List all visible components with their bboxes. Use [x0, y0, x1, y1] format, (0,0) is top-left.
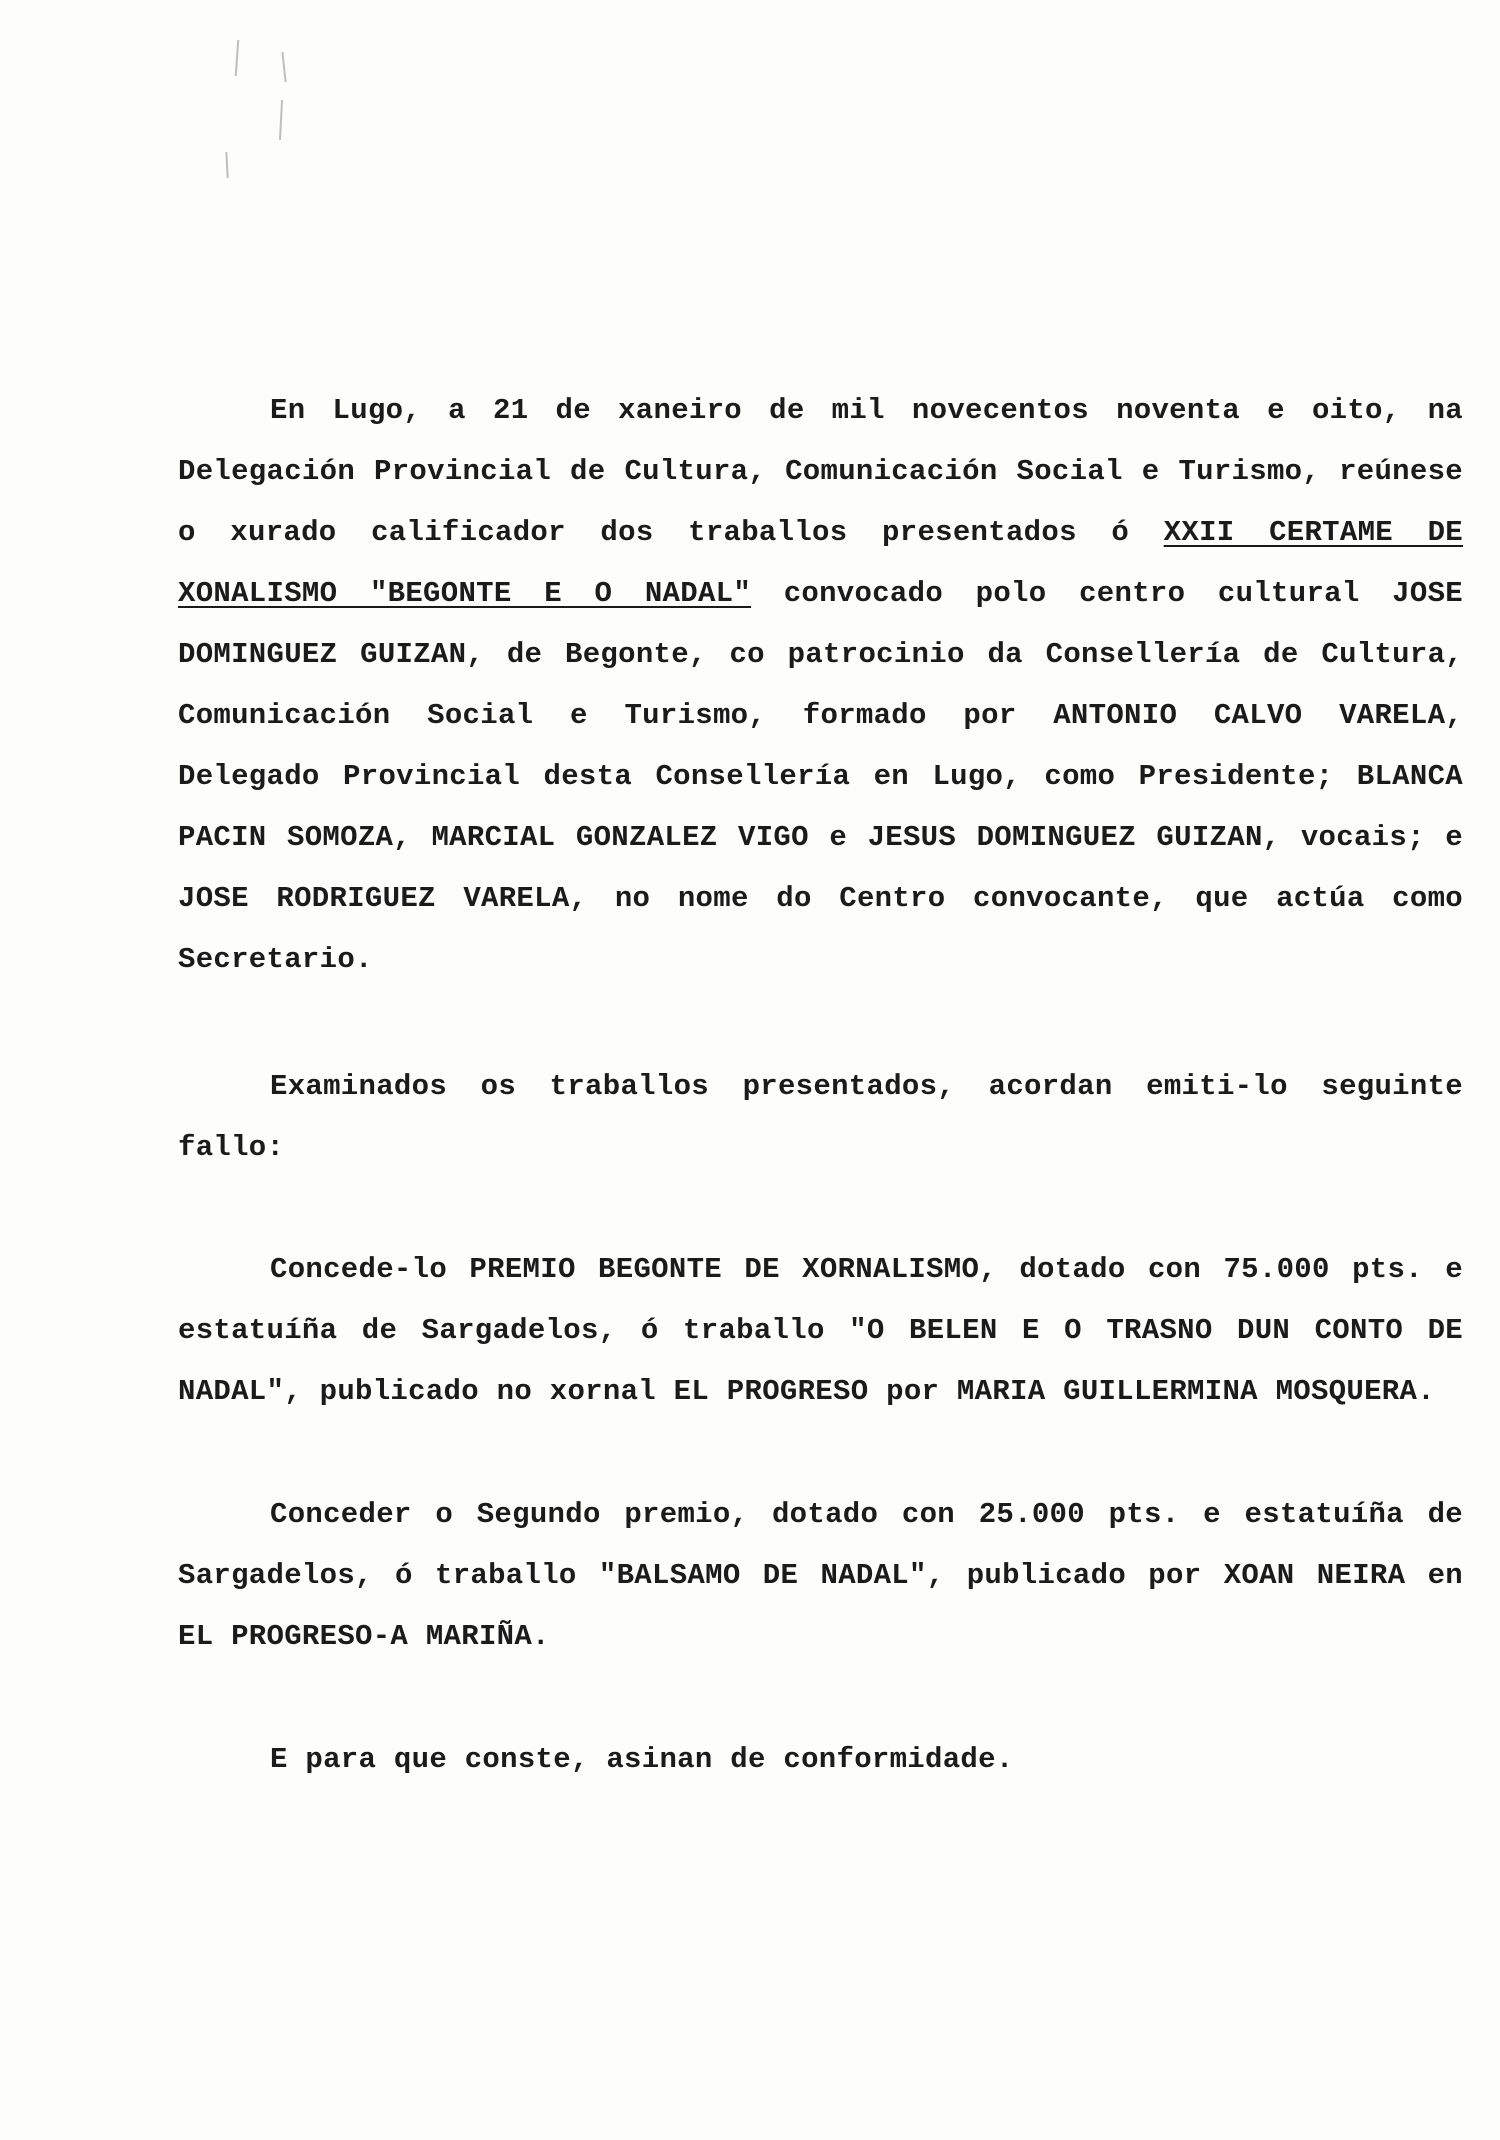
intro-text-after: convocado polo centro cultural JOSE DOMINGUEZ GUIZAN, de Begonte, co patrocinio da Consellería de Cultura, Comunicación Social e Turismo, formado por ANTONIO CALVO VARELA, Delegado Provincial desta Consellería en Lugo, como Presidente; BLANCA PACIN SOMOZA, MARCIAL GONZALEZ VIGO e JESUS DOMINGUEZ GUIZAN, vocais; e JOSE RODRIGUEZ VARELA, no nome do Centro convocante, que actúa como Secretario.: [178, 577, 1463, 976]
paragraph-2-block: [178, 1056, 1463, 1178]
first-prize-paragraph: Concede-lo PREMIO BEGONTE DE XORNALISMO, dotado con 75.000 pts. e estatuíña de Sargadelos, ó traballo "O BELEN E O TRASNO DUN CONTO DE NADAL", publicado no xornal EL PROGRESO por MARIA GUILLERMINA MOSQUERA.: [178, 1253, 1463, 1408]
scan-mark: [225, 152, 228, 178]
intro-text-before: En Lugo, a 21 de xaneiro de mil novecentos noventa e oito, na Delegación Provincial de Cultura, Comunicación Social e Turismo, reúnese o xurado calificador dos traballos presentados ó: [178, 394, 1463, 549]
examination-paragraph: Examinados os traballos presentados, acordan emiti-lo seguinte fallo:: [178, 1070, 1463, 1164]
paragraph-3-block: [178, 1239, 1463, 1422]
scan-mark: [235, 40, 240, 76]
paragraph-5-block: [178, 1729, 1463, 1790]
scan-mark: [279, 100, 283, 140]
scan-mark: [281, 52, 286, 82]
second-prize-paragraph: Conceder o Segundo premio, dotado con 25.000 pts. e estatuíña de Sargadelos, ó traballo "BALSAMO DE NADAL", publicado por XOAN NEIRA en EL PROGRESO-A MARIÑA.: [178, 1498, 1463, 1653]
paragraph-4-block: [178, 1484, 1463, 1667]
contest-name-underlined: XXII CERTAME DE XONALISMO "BEGONTE E O NADAL": [178, 516, 1463, 610]
paragraph-1-block: [178, 380, 1463, 990]
minutes-intro-paragraph: [178, 380, 1463, 990]
closing-paragraph: E para que conste, asinan de conformidade.: [270, 1743, 1014, 1776]
